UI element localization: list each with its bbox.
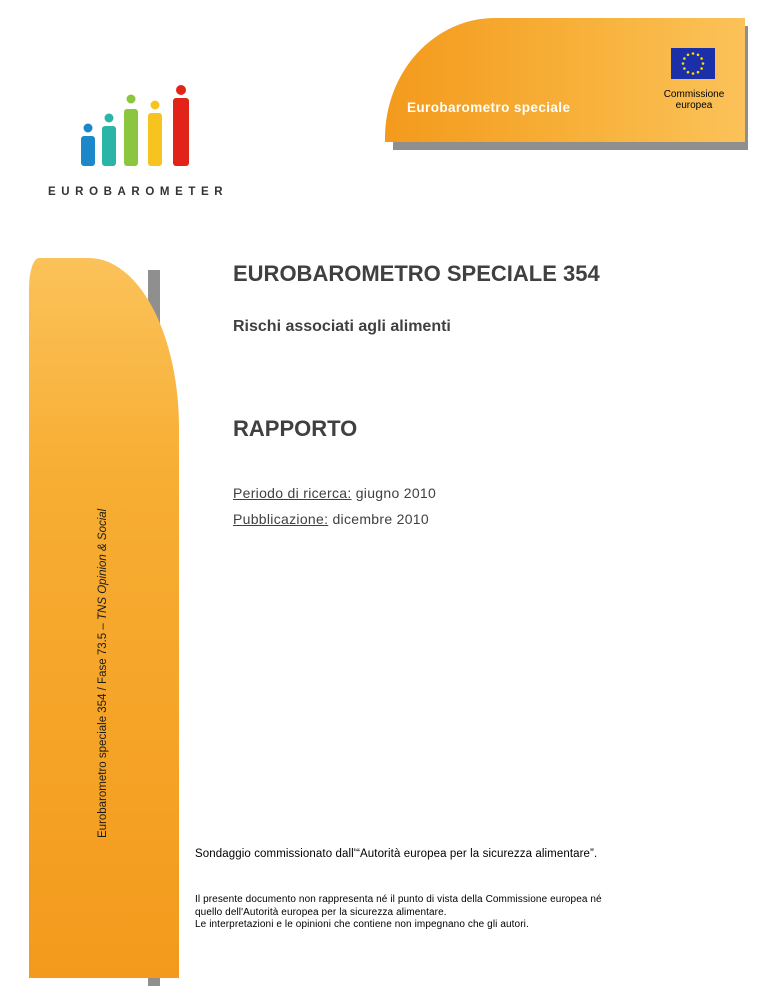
publication-date	[233, 511, 429, 527]
main-title: EUROBAROMETRO SPECIALE 354	[233, 261, 600, 286]
header-banner	[385, 18, 745, 142]
publication-label: Pubblicazione:	[233, 511, 329, 527]
research-period-label: Periodo di ricerca:	[233, 485, 352, 501]
eurobarometer-logo	[70, 84, 205, 174]
publication-value: dicembre 2010	[328, 511, 429, 527]
disclaimer-line: Le interpretazioni e le opinioni che contiene non impegnano che gli autori.	[195, 919, 529, 930]
research-period-value: giugno 2010	[351, 485, 437, 501]
research-period	[233, 485, 436, 501]
side-band-text-italic: TNS Opinion & Social	[97, 508, 109, 620]
side-band-text	[97, 458, 109, 838]
eu-flag-icon	[671, 48, 715, 79]
disclaimer-line: Il presente documento non rappresenta né il punto di vista della Commissione europea né	[195, 894, 602, 905]
disclaimer	[195, 894, 735, 932]
disclaimer-line: quello dell'Autorità europea per la sicurezza alimentare.	[195, 906, 447, 918]
subtitle: Rischi associati agli alimenti	[233, 318, 451, 335]
side-band-text-main: Eurobarometro speciale 354 / Fase 73.5 –	[97, 620, 109, 838]
report-title: RAPPORTO	[233, 416, 358, 441]
logo-wordmark: EUROBAROMETER	[48, 186, 229, 198]
commission-label: Commissione europea	[663, 89, 725, 111]
survey-note: Sondaggio commissionato dall'“Autorità europea per la sicurezza alimentare”.	[195, 848, 598, 860]
banner-title: Eurobarometro speciale	[407, 100, 571, 115]
